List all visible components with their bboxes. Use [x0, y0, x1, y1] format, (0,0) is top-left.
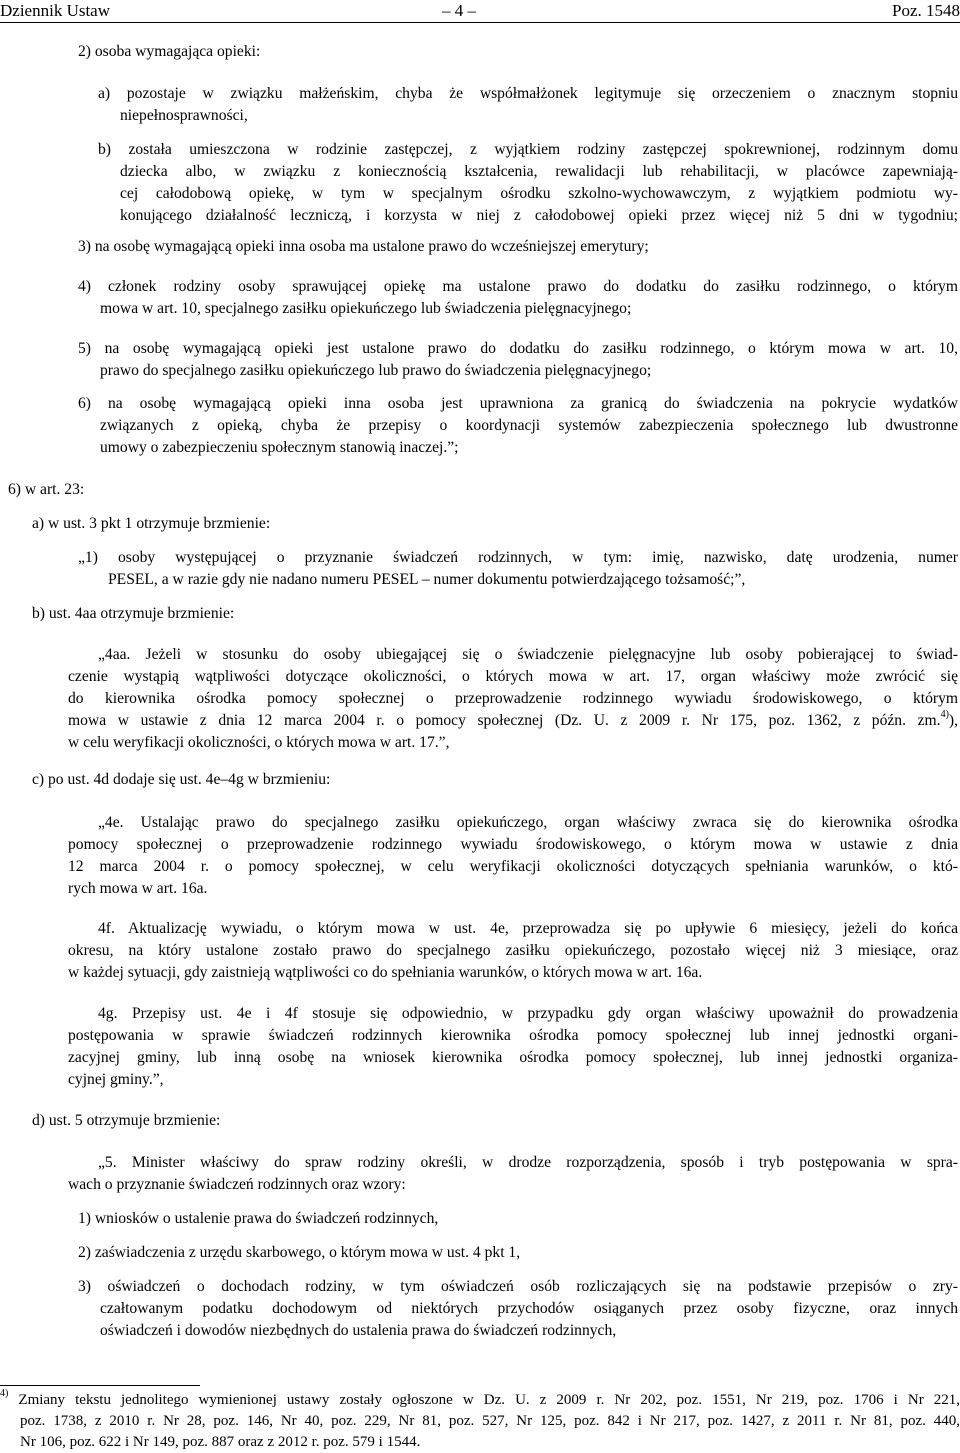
quote-line: pomocy społecznej o przeprowadzenie rodzinnego wywiadu środowiskowego, o którym mowa w ustawie z dnia [68, 836, 958, 853]
art-23-a-label: a) w ust. 3 pkt 1 otrzymuje brzmienie: [32, 515, 271, 532]
footnote-line: poz. 1738, z 2010 r. Nr 28, poz. 146, Nr 40, poz. 229, Nr 81, poz. 527, Nr 125, poz. 842 i Nr 217, poz. 1427, z 2011 r. Nr 81, poz. 440, [20, 1413, 960, 1429]
art-23-d-item-1: 1) wniosków o ustalenie prawa do świadczeń rodzinnych, [78, 1210, 439, 1227]
footnote-line [0, 1390, 960, 1411]
art-23-d-label: d) ust. 5 otrzymuje brzmienie: [32, 1112, 221, 1129]
quote-line-tail: ), [948, 712, 958, 729]
quote-line: „4aa. Jeżeli w stosunku do osoby ubiegającej się o świadczenie pielęgnacyjne lub osoby pobierającej to świad- [98, 646, 958, 663]
art-23-d-5 [68, 1152, 958, 1196]
item-4-line: mowa w art. 10, specjalnego zasiłku opiekuńczego lub świadczenia pielęgnacyjnego; [100, 300, 632, 317]
item-2b-line: cej całodobową opiekę, w tym w specjalnym ośrodku szkolno-wychowawczym, z wyjątkiem podmiotu wy- [120, 185, 958, 202]
page-number: – 4 – [442, 1, 476, 20]
art-23-d-item-3 [78, 1276, 958, 1342]
footnote [0, 1390, 960, 1453]
art-23-b-quote [68, 644, 958, 754]
item-2a-line: niepełnosprawności, [120, 107, 248, 124]
item-2a [98, 83, 958, 127]
item-2b-line: konującego działalność leczniczą, i korzysta w niej z całodobowej opieki przez więcej niż 5 dni w tygodniu; [120, 207, 958, 224]
quote-line: zacyjnej gminy, lub inną osobę na wniosek kierownika ośrodka pomocy społecznej, lub innej jednostki organiza- [68, 1049, 958, 1066]
journal-title: Dziennik Ustaw [0, 1, 111, 20]
quote-line-text: mowa w ustawie z dnia 12 marca 2004 r. o pomocy społecznej (Dz. U. z 2009 r. Nr 175, poz. 1362, z późn. zm. [68, 712, 941, 729]
item-4 [78, 276, 958, 320]
quote-line: 3) oświadczeń o dochodach rodziny, w tym oświadczeń osób rozliczających się na podstawie przepisów o zry- [78, 1278, 958, 1295]
quote-line: 4f. Aktualizację wywiadu, o którym mowa w ust. 4e, przeprowadza się po upływie 6 miesięcy, jeżeli do końca [98, 920, 958, 937]
item-5-line: prawo do specjalnego zasiłku opiekuńczego lub prawo do świadczenia pielęgnacyjnego; [100, 362, 652, 379]
item-6-line: umowy o zabezpieczeniu społecznym stanowią inaczej.”; [100, 439, 459, 456]
footnote-line: Nr 106, poz. 622 i Nr 149, poz. 887 oraz z 2012 r. poz. 579 i 1544. [20, 1434, 421, 1450]
quote-line: oświadczeń i dowodów niezbędnych do ustalenia prawa do świadczeń rodzinnych, [100, 1322, 617, 1339]
quote-line: 12 marca 2004 r. o pomocy społecznej, w celu weryfikacji okoliczności dotyczących spełniania warunków, o któ- [68, 858, 958, 875]
footnote-marker: 4) [0, 1388, 9, 1399]
art-23-c-4g [68, 1003, 958, 1091]
quote-line: cyjnej gminy.”, [68, 1071, 164, 1088]
quote-line: „1) osoby występującej o przyznanie świadczeń rodzinnych, w tym: imię, nazwisko, datę urodzenia, numer [78, 549, 958, 566]
art-23-c-4e [68, 812, 958, 900]
art-23-d-item-2: 2) zaświadczenia z urzędu skarbowego, o którym mowa w ust. 4 pkt 1, [78, 1244, 521, 1261]
quote-line: okresu, na który ustalone zostało prawo do specjalnego zasiłku opiekuńczego, pozostało więcej niż 3 miesiące, oraz [68, 942, 958, 959]
quote-line: w każdej sytuacji, gdy zaistnieją wątpliwości co do spełniania warunków, o których mowa w art. 16a. [68, 964, 703, 981]
item-2a-line: a) pozostaje w związku małżeńskim, chyba że współmałżonek legitymuje się orzeczeniem o znacznym stopniu [98, 85, 958, 102]
quote-line: do kierownika ośrodka pomocy społecznej o przeprowadzenie rodzinnego wywiadu środowiskowego, o którym [68, 690, 958, 707]
position-number: Poz. 1548 [892, 1, 960, 20]
item-5 [78, 338, 958, 382]
quote-line: rych mowa w art. 16a. [68, 880, 208, 897]
item-6-line: związanych z opieką, chyba że przepisy o koordynacji systemów zabezpieczenia społecznego lub dwustronne [100, 417, 958, 434]
quote-line: w celu weryfikacji okoliczności, o których mowa w art. 17.”, [68, 734, 450, 751]
item-2b [98, 139, 958, 227]
item-6 [78, 393, 958, 459]
quote-line: postępowania w sprawie świadczeń rodzinnych kierownika ośrodka pomocy społecznej lub innej jednostki organi- [68, 1027, 958, 1044]
art-23-a-quote [78, 547, 958, 591]
quote-line: czenie wystąpią wątpliwości dotyczące okoliczności, o których mowa w art. 17, organ właściwy może zwrócić się [68, 668, 958, 685]
quote-line: czałtowanym podatku dochodowym od niektórych przychodów osiąganych przez osoby fizyczne, oraz innych [100, 1300, 958, 1317]
footnote-text: Zmiany tekstu jednolitego wymienionej ustawy zostały ogłoszone w Dz. U. z 2009 r. Nr 202, poz. 1551, Nr 219, poz. 1706 i Nr 221, [18, 1392, 960, 1408]
item-2b-line: dziecka albo, w związku z koniecznością kształcenia, rewalidacji lub rehabilitacji, w placówce zapewniają- [120, 163, 958, 180]
art-23-label: 6) w art. 23: [8, 481, 85, 498]
quote-line: „5. Minister właściwy do spraw rodziny określi, w drodze rozporządzenia, sposób i tryb postępowania w spra- [98, 1154, 958, 1171]
item-4-line: 4) członek rodziny osoby sprawującej opiekę ma ustalone prawo do dodatku do zasiłku rodzinnego, o którym [78, 278, 958, 295]
item-6-line: 6) na osobę wymagającą opieki inna osoba jest uprawniona za granicą do świadczenia na pokrycie wydatków [78, 395, 958, 412]
art-23-c-4f [68, 918, 958, 984]
item-2b-line: b) została umieszczona w rodzinie zastępczej, z wyjątkiem rodziny zastępczej spokrewnionej, rodzinnym domu [98, 141, 958, 158]
quote-line: wach o przyznanie świadczeń rodzinnych oraz wzory: [68, 1176, 406, 1193]
page-header [0, 0, 960, 23]
quote-line: „4e. Ustalając prawo do specjalnego zasiłku opiekuńczego, organ właściwy zwraca się do kierownika ośrodka [98, 814, 958, 831]
footnote-separator [0, 1385, 200, 1386]
item-2-label: 2) osoba wymagająca opieki: [78, 43, 261, 60]
footnote-reference: 4) [940, 708, 949, 720]
item-3: 3) na osobę wymagającą opieki inna osoba ma ustalone prawo do wcześniejszej emerytury; [78, 238, 649, 255]
art-23-b-label: b) ust. 4aa otrzymuje brzmienie: [32, 605, 235, 622]
quote-line: 4g. Przepisy ust. 4e i 4f stosuje się odpowiednio, w przypadku gdy organ właściwy upoważnił do prowadzenia [98, 1005, 958, 1022]
quote-line [68, 710, 958, 732]
art-23-c-label: c) po ust. 4d dodaje się ust. 4e–4g w brzmieniu: [32, 771, 331, 788]
item-5-line: 5) na osobę wymagającą opieki jest ustalone prawo do dodatku do zasiłku rodzinnego, o którym mowa w art. 10, [78, 340, 958, 357]
quote-line: PESEL, a w razie gdy nie nadano numeru PESEL – numer dokumentu potwierdzającego tożsamość;”, [108, 571, 746, 588]
